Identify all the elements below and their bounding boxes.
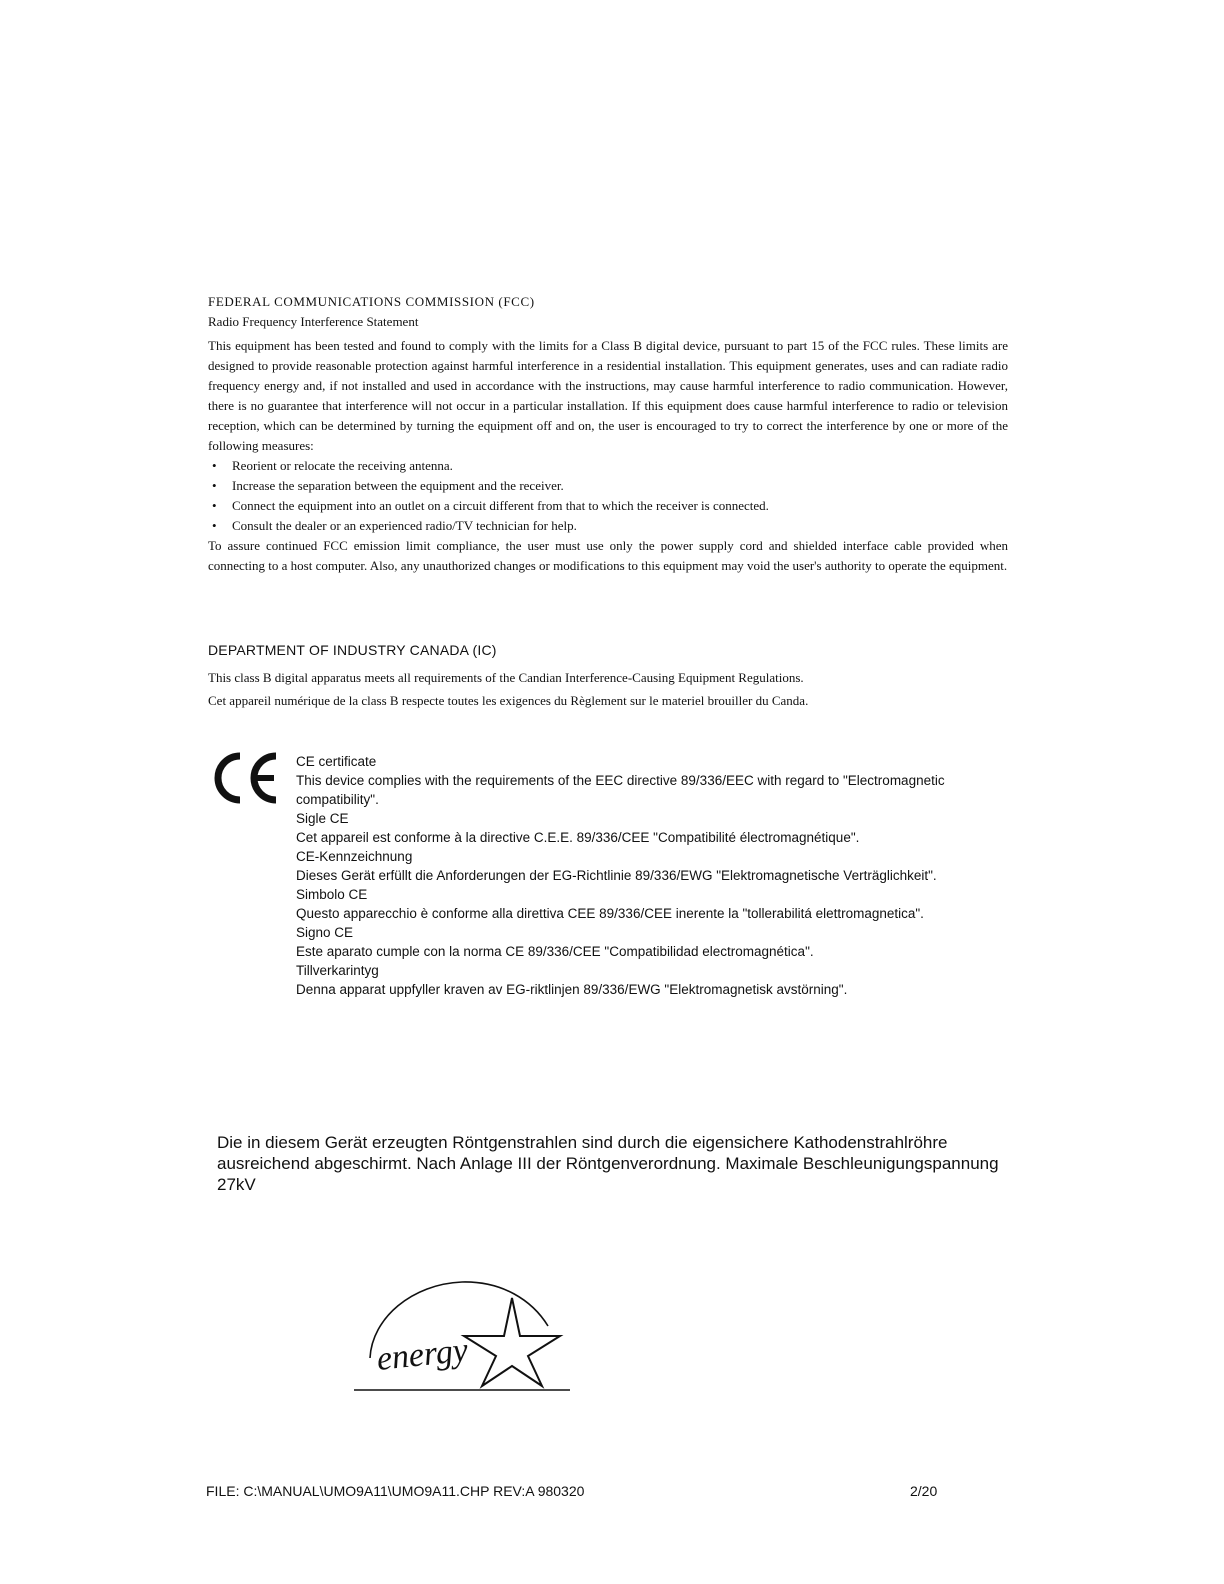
fcc-paragraph-2: To assure continued FCC emission limit compliance, the user must use only the power supply cord and shielded interface cable provided when connecting to a host computer. Also, any unauthorized changes or modifications to this equipment may void the user's authority to operate the equipment. — [208, 538, 1008, 573]
ce-line: Este aparato cumple con la norma CE 89/336/CEE "Compatibilidad electromagnética". — [296, 944, 814, 959]
ce-line: Denna apparat uppfyller kraven av EG-riktlinjen 89/336/EWG "Elektromagnetisk avstörning". — [296, 982, 848, 997]
fcc-measure-item: • Connect the equipment into an outlet on a circuit different from that to which the receiver is connected. — [232, 496, 1008, 516]
ce-line: Questo apparecchio è conforme alla direttiva CEE 89/336/CEE inerente la "tollerabilitá elettromagnetica". — [296, 906, 924, 921]
footer-file-path: FILE: C:\MANUAL\UMO9A11\UMO9A11.CHP REV:A 980320 — [206, 1483, 585, 1499]
ic-english: This class B digital apparatus meets all requirements of the Candian Interference-Causing Equipment Regulations. — [208, 670, 804, 685]
ce-line: Dieses Gerät erfüllt die Anforderungen der EG-Richtlinie 89/336/EWG "Elektromagnetische Verträglichkeit". — [296, 868, 937, 883]
fcc-paragraph-1: This equipment has been tested and found to comply with the limits for a Class B digital device, pursuant to part 15 of the FCC rules. These limits are designed to provide reasonable protection against harmful interference in a residential installation. This equipment generates, uses and can radiate radio frequency energy and, if not installed and used in accordance with the instructions, may cause harmful interference to radio communication. However, there is no guarantee that interference will not occur in a particular installation. If this equipment does cause harmful interference to radio or television reception, which can be determined by turning the equipment off and on, the user is encouraged to try to correct the interference by one or more of the following measures: — [208, 338, 1008, 453]
ce-line: CE certificate — [296, 754, 377, 769]
ce-line: Cet appareil est conforme à la directive C.E.E. 89/336/CEE "Compatibilité électromagnétique". — [296, 830, 860, 845]
ic-section — [208, 666, 1008, 712]
ce-line: This device complies with the requirements of the EEC directive 89/336/EEC with regard to "Electromagnetic compatibility". — [296, 773, 945, 807]
svg-text:energy: energy — [374, 1331, 470, 1378]
fcc-measure-item: • Consult the dealer or an experienced radio/TV technician for help. — [232, 516, 1008, 536]
ce-certificate-section — [296, 752, 976, 999]
ce-line: Tillverkarintyg — [296, 963, 379, 978]
footer-page-number: 2/20 — [910, 1483, 938, 1499]
ce-line: Signo CE — [296, 925, 354, 940]
fcc-subtitle: Radio Frequency Interference Statement — [208, 314, 419, 329]
fcc-title: FEDERAL COMMUNICATIONS COMMISSION (FCC) — [208, 294, 535, 309]
fcc-measure-item: • Increase the separation between the equipment and the receiver. — [232, 476, 1008, 496]
fcc-section — [208, 292, 1008, 576]
roentgen-notice: Die in diesem Gerät erzeugten Röntgenstrahlen sind durch die eigensichere Kathodenstrahlröhre ausreichend abgeschirmt. Nach Anlage III der Röntgenverordnung. Maximale Beschleunigungspannung 27kV — [217, 1133, 999, 1194]
ic-french: Cet appareil numérique de la class B respecte toutes les exigences du Règlement sur le materiel brouiller du Canda. — [208, 693, 809, 708]
fcc-measure-item: • Reorient or relocate the receiving antenna. — [232, 456, 1008, 476]
ce-line: Simbolo CE — [296, 887, 368, 902]
ce-line: CE-Kennzeichnung — [296, 849, 413, 864]
ce-line: Sigle CE — [296, 811, 349, 826]
ic-title: DEPARTMENT OF INDUSTRY CANADA (IC) — [208, 642, 497, 658]
energy-star-logo-icon — [352, 1278, 572, 1396]
fcc-measures-list — [208, 456, 1008, 536]
ce-mark-icon — [210, 752, 282, 804]
